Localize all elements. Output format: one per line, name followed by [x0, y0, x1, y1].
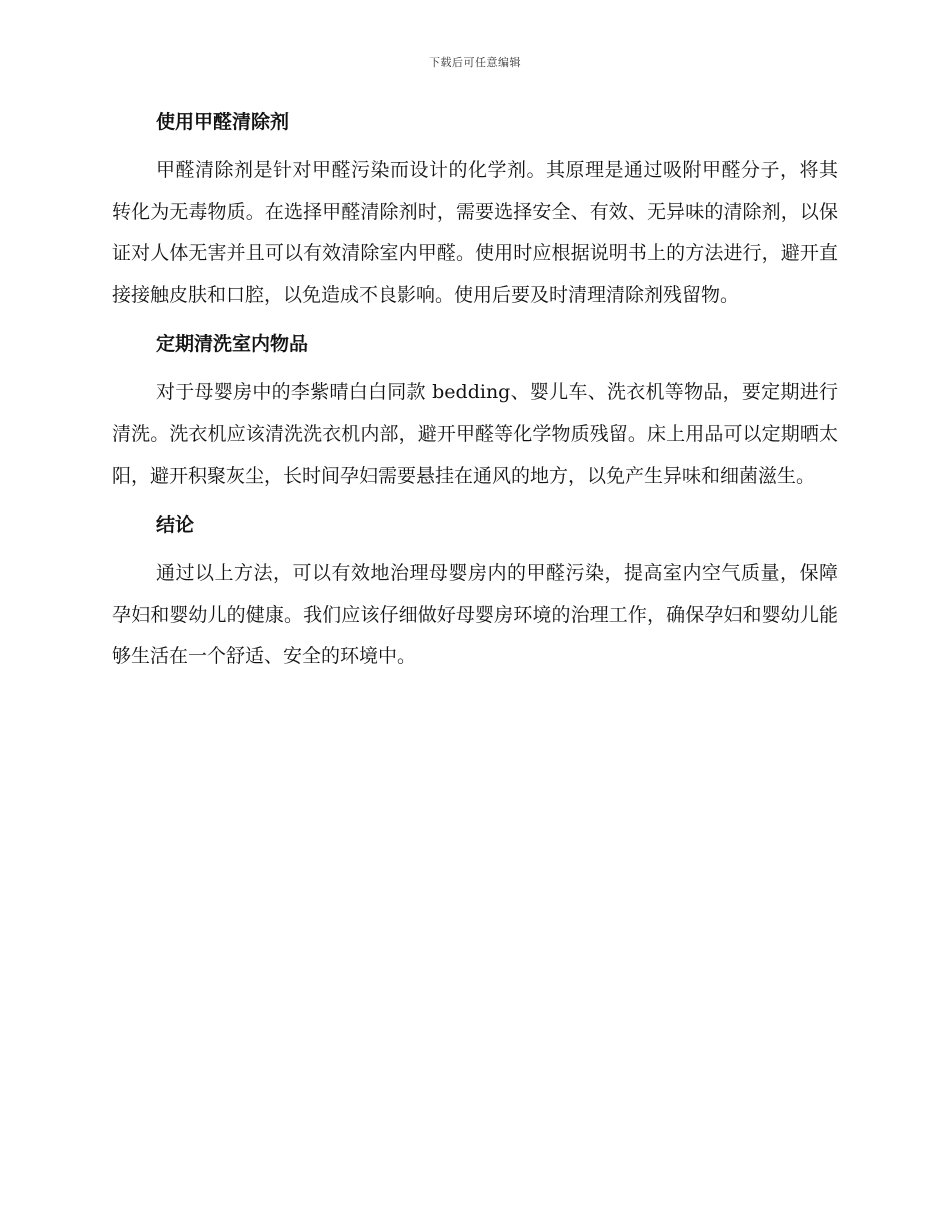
section-conclusion [112, 511, 838, 678]
section-heading: 结论 [156, 514, 195, 537]
section-paragraph: 对于母婴房中的李紫晴白白同款 bedding、婴儿车、洗衣机等物品，要定期进行清洗。洗衣机应该清洗洗衣机内部，避开甲醛等化学物质残留。床上用品可以定期晒太阳，避开积聚灰尘，长时间孕妇需要悬挂在通风的地方，以免产生异味和细菌滋生。 [112, 381, 838, 487]
document-body [112, 108, 838, 692]
section-heading: 使用甲醛清除剂 [156, 111, 290, 133]
page-header-note: 下载后可任意编辑 [429, 56, 521, 69]
section-formaldehyde-remover [112, 108, 838, 316]
section-heading: 定期清洗室内物品 [156, 333, 309, 356]
section-paragraph: 通过以上方法，可以有效地治理母婴房内的甲醛污染，提高室内空气质量，保障孕妇和婴幼儿的健康。我们应该仔细做好母婴房环境的治理工作，确保孕妇和婴幼儿能够生活在一个舒适、安全的环境中。 [112, 562, 838, 668]
section-regular-cleaning [112, 330, 838, 497]
section-paragraph: 甲醛清除剂是针对甲醛污染而设计的化学剂。其原理是通过吸附甲醛分子，将其转化为无毒物质。在选择甲醛清除剂时，需要选择安全、有效、无异味的清除剂，以保证对人体无害并且可以有效清除室内甲醛。使用时应根据说明书上的方法进行，避开直接接触皮肤和口腔，以免造成不良影响。使用后要及时清理清除剂残留物。 [112, 159, 838, 306]
